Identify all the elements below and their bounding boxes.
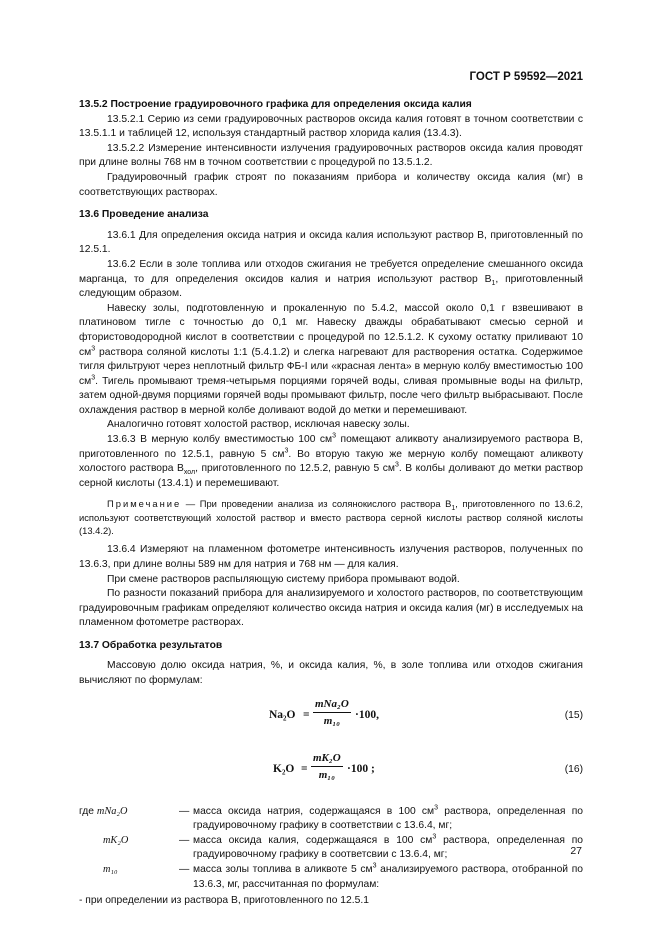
standard-number: ГОСТ Р 59592—2021	[469, 71, 583, 83]
paragraph-13-7: Массовую долю оксида натрия, %, и оксида калия, %, в золе топлива или отходов сжигания вычисляют по формулам:	[79, 660, 583, 687]
paragraph-blank-solution: Аналогично готовят холостой раствор, исключая навеску золы.	[107, 419, 410, 431]
formula-15-fraction	[313, 697, 351, 729]
formula-16-lhs: K₂O	[273, 762, 295, 775]
where-text: масса оксида калия, содержащаяся в 100 $см^3$ раствора, определенная по градуировочному графику в соответсвии с 13.6.4, мг;	[193, 833, 583, 861]
formula-15-tail: ·100,	[355, 708, 379, 721]
page-number: 27	[570, 845, 582, 857]
formula-15-eq: =	[303, 708, 310, 721]
formula-16-number: (16)	[564, 763, 583, 775]
section-heading-13-5-2: 13.5.2 Построение градуировочного графика для определения оксида калия	[79, 99, 472, 110]
section-heading-13-6: 13.6 Проведение анализа	[79, 209, 209, 221]
paragraph-13-5-2-2: 13.5.2.2 Измерение интенсивности излучения градуировочных растворов оксида калия проводят при длине волны 768 нм в точном соответствии с процедурой по 13.5.1.2.	[79, 142, 583, 169]
formula-15	[79, 695, 583, 741]
where-item	[79, 834, 583, 863]
paragraph-13-6-4: 13.6.4 Измеряют на пламенном фотометре интенсивность излучения растворов, полученных по 13.6.3, при длине волны 589 нм для натрия и 768 нм — для калия.	[79, 544, 583, 570]
paragraph-13-6-2: 13.6.2 Если в золе топлива или отходов сжигания не требуется определение смешанного оксида марганца, то для определения оксидов калия и натрия используют раствор $В_1$, приготовленный следующим образом.	[79, 258, 583, 300]
where-dash: —	[179, 864, 190, 876]
where-text: масса золы топлива в аликвоте 5 $см^3$ анализируемого раствора, отобранной по 13.6.3, мг, рассчитанная по формулам:	[193, 862, 583, 890]
where-list	[79, 805, 583, 893]
where-dash: —	[179, 834, 190, 846]
paragraph-13-5-2-1: 13.5.2.1 Серию из семи градуировочных растворов оксида калия готовят в точном соответствии с 13.5.1.1 и таблицей 12, используя стандартный раствор хлорида калия (13.4.3).	[79, 113, 583, 140]
where-symbol: mNa₂O	[96, 805, 128, 817]
formula-16-fraction	[311, 751, 343, 783]
formula-15-number: (15)	[564, 709, 583, 721]
where-item	[79, 805, 583, 834]
formula-15-lhs: Na₂O	[269, 708, 296, 721]
where-lead: где	[79, 805, 95, 817]
note: Примечание — При проведении анализа из солянокислого раствора $В_1$, приготовленного по 13.6.2, используют соответствующий холостой раствор и вместо раствора серной кислоты раствор соляной кислоты (13.4.2).	[79, 498, 583, 537]
where-symbol: m₁₀	[103, 864, 118, 876]
section-heading-13-7: 13.7 Обработка результатов	[79, 639, 223, 651]
where-symbol: mK₂O	[103, 834, 129, 846]
formula-16-eq: =	[301, 762, 308, 775]
formula-16-tail: ·100 ;	[347, 762, 375, 775]
formula-15-denominator: m₁₀	[323, 715, 340, 728]
formula-16	[79, 749, 583, 795]
where-item	[79, 863, 583, 892]
paragraph-ash-sample: Навеску золы, подготовленную и прокаленную по 5.4.2, массой около 0,1 г взвешивают в платиновом тигле с точностью до 0,1 мг. Навеску дважды обрабатывают смесью серной и фтористоводородной кислот в соответствии с процедурой по 12.5.1.2. К сухому остатку приливают 10 $см^3$ раствора соляной кислоты 1:1 (5.4.1.2) и слегка нагревают для растворения остатка. Содержимое тигля фильтруют через неплотный фильтр ФБ-I или «красная лента» в мерную колбу вместимостью 100 $см^3$. Тигель промывают тремя-четырьмя порциями горячей воды, сливая промывные воды на фильтр, затем одной-двумя порциями горячей воды промывают фильтр, после чего фильтр выбрасывают. После охлаждения раствор в мерной колбе доливают водой до метки и перемешивают.	[79, 302, 583, 416]
where-dash: —	[179, 805, 190, 817]
paragraph-difference: По разности показаний прибора для анализируемого и холостого растворов, по соответствующим градуировочным графикам определяют количество оксида натрия и оксида калия (мг) в исследуемых на пламенном фотометре растворах.	[79, 588, 583, 629]
paragraph-graph: Градуировочный график строят по показаниям прибора и количеству оксида калия (мг) в соответствующих растворах.	[79, 171, 583, 198]
formula-16-denominator: m₁₀	[318, 769, 335, 782]
formula-16-numerator: mK₂O	[311, 751, 343, 768]
bullet-item: - при определении из раствора В, приготовленного по 12.5.1	[79, 895, 369, 907]
paragraph-13-6-3: 13.6.3 В мерную колбу вместимостью 100 $см^3$ помещают аликвоту анализируемого раствора В, приготовленного по 12.5.1, равную 5 $см^3$. Во вторую такую же мерную колбу помещают аликвоту холостого раствора $В_{хол}$, приготовленного по 12.5.2, равную 5 $см^3$. В колбы доливают до метки раствор серной кислоты (13.4.1) и перемешивают.	[79, 432, 583, 489]
paragraph-13-6-1: 13.6.1 Для определения оксида натрия и оксида калия используют раствор В, приготовленный по 12.5.1.	[79, 229, 583, 256]
where-text: масса оксида натрия, содержащаяся в 100 $см^3$ раствора, определенная по градуировочному графику в соответствии с 13.6.4, мг;	[193, 804, 583, 832]
formula-15-numerator: mNa₂O	[313, 697, 351, 714]
paragraph-flush: При смене растворов распыляющую систему прибора промывают водой.	[107, 573, 460, 585]
document-body	[79, 98, 583, 909]
